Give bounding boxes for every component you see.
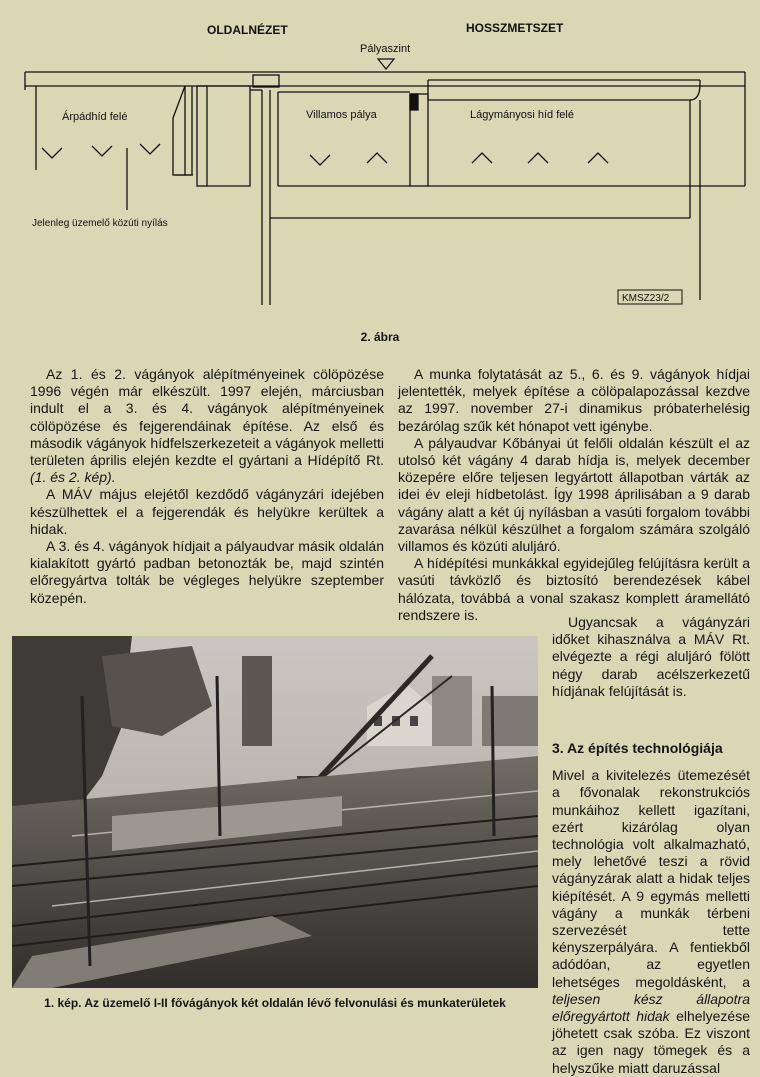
lagymanyos-label: Lágymányosi híd felé [470, 109, 574, 121]
track-level-marker-icon [378, 59, 394, 69]
section-label: HOSSZMETSZET [466, 21, 564, 35]
right-paragraph-1: A munka folytatását az 5., 6. és 9. vágányok hídjai jelentették, melyek építése a cölöpalapozással kezdve az 1997. november 27-i dinamikus próbaterhelésig bezárólag szűk két hónapot vett igénybe. [398, 366, 750, 434]
right-column [398, 366, 750, 624]
right-narrow-paragraph: Ugyancsak a vágányzári időket kihasználva a MÁV Rt. elvégezte a régi aluljáró fölött négy darab acélszerkezetű hídjának felújítását is. [552, 614, 750, 699]
side-view-label: OLDALNÉZET [207, 23, 288, 37]
section-3-paragraph: Mivel a kivitelezés ütemezését a fővonalak rekonstrukciós munkáihoz kellett igazítani, ezért kizárólag olyan technológia volt alkalmazható, mely lehetővé teszi a rövid vágányzárak alatt a hidak teljes kiépítését. A 9 egymás melletti vágány a munkák térbeni szervezését tette kényszerpályára. A fentiekből adódóan, az egyetlen lehetséges megoldásként, a teljesen kész állapotra előregyártott hidak elhelyezése jöhetett csak szóba. Ez viszont az igen nagy tömegek és a helyszűke miatt daruzással [552, 767, 750, 1076]
section-3-heading: 3. Az építés technológiája [552, 740, 723, 756]
arpad-label: Árpádhíd felé [62, 111, 128, 123]
left-paragraph-1: Az 1. és 2. vágányok alépítményeinek cölöpözése 1996 végén már elkészült. 1997 elején, márciusban indult el a 3. és 4. vágányok alépítményeinek cölöpözése és fejgerendáinak építése. Az első és második vágányok hídfelszerkezeteit a vágányok melletti területen április elején kezdte el gyártani a Hídépítő Rt. (1. és 2. kép). [30, 366, 384, 486]
photo-reference: (1. és 2. kép). [30, 469, 116, 486]
left-paragraph-3: A 3. és 4. vágányok hídjait a pályaudvar másik oldalán kialakított gyártó padban betonozták be, majd szintén előregyártva tolták be végleges helyükre szeptember közepén. [30, 538, 384, 606]
construction-site-photo [12, 636, 538, 988]
left-column [30, 366, 384, 607]
track-level-label: Pályaszint [360, 43, 411, 55]
section-3 [552, 740, 750, 1077]
bridge-structure-lines [25, 72, 745, 305]
figure-code: KMSZ23/2 [622, 293, 670, 304]
road-opening-label: Jelenleg üzemelő közúti nyílás [32, 218, 168, 229]
right-paragraph-3: A hídépítési munkákkal egyidejűleg felújításra került a vasúti távközlő és biztosító berendezések kábel hálózata, továbbá a vonal szakasz komplett áramellátó rendszere is. [398, 555, 750, 623]
photo-illustration [12, 636, 538, 988]
left-paragraph-2: A MÁV május elejétől kezdődő vágányzári idejében készülhettek el a fejgerendák és helyükre kerültek a hidak. [30, 486, 384, 537]
figure-caption: 2. ábra [360, 330, 400, 344]
right-narrow-column [552, 614, 750, 700]
tram-label: Villamos pálya [306, 109, 377, 121]
photo-caption: 1. kép. Az üzemelő I-II fővágányok két oldalán lévő felvonulási és munkaterületek [44, 996, 506, 1010]
figure-2-diagram [0, 0, 760, 320]
right-paragraph-2: A pályaudvar Kőbányai út felőli oldalán készült el az utolsó két vágány 4 darab hídja is, melyek december közepére előre teljesen legyártott állapotban várták az idei év eleji hídbetolást. Így 1998 áprilisában a 9 darab vágány alatt a két új nyílásban a vasúti forgalom további zavarása nélkül készülhet a forgalom számára szolgáló villamos és közúti aluljáró. [398, 434, 750, 555]
